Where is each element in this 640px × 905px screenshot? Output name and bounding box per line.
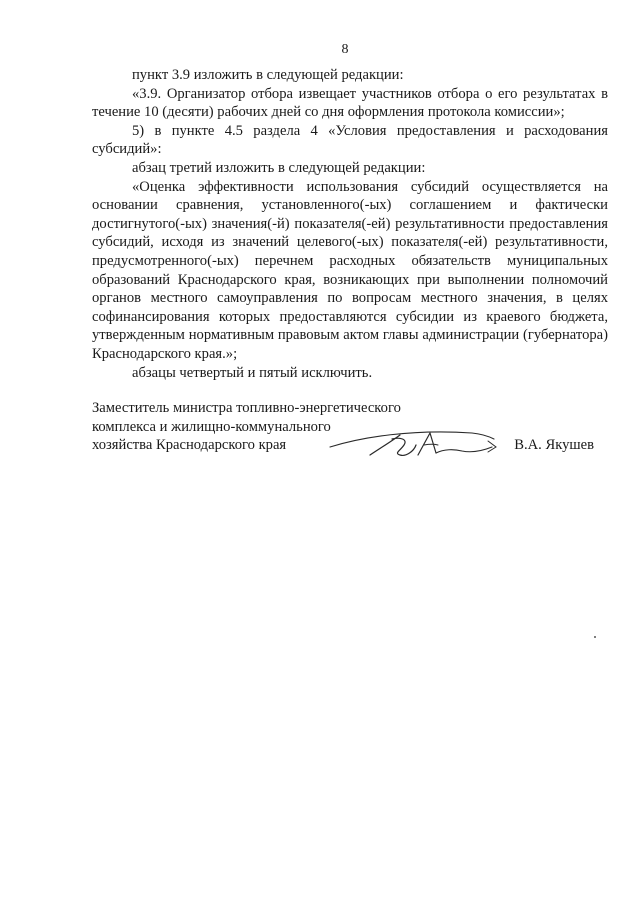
paragraph-evaluation-text: «Оценка эффективности использования субсидий осуществляется на основании сравнения, установленного(-ых) соглашением и фактически достигнутого(-ых) значения(-й) показателя(-ей) результативности предоставления субсидий, исходя из значений целевого(-ых) показателя(-ей) результативности, предусмотренного(-ых) перечнем расходных обязательств муниципальных образований Краснодарского края, возникающих при выполнении полномочий органов местного самоуправления по вопросам местного значения, в целях софинансирования которых предоставляются субсидии из краевого бюджета, утвержденным нормативным правовым актом главы администрации (губернатора) Краснодарского края.»; [92,178,608,362]
signer-position-line-2: комплекса и жилищно-коммунального [92,418,331,435]
scan-speck [594,636,596,638]
signature-block [92,399,608,455]
handwritten-signature [322,419,502,463]
signer-position-line-1: Заместитель министра топливно-энергетического [92,400,401,416]
signer-position-line-3: хозяйства Краснодарского края [92,437,287,454]
paragraph-exclusion: абзацы четвертый и пятый исключить. [132,364,373,381]
document-body [92,66,608,382]
paragraph-third-abzac-intro: абзац третий изложить в следующей редакции: [132,159,426,176]
paragraph-item-3-9-text: «3.9. Организатор отбора извещает участников отбора о его результатах в течение 10 (десяти) рабочих дней со дня оформления протокола комиссии»; [92,85,608,121]
paragraph-item-3-9-intro: пункт 3.9 изложить в следующей редакции: [132,67,404,83]
signer-name: В.А. Якушев [514,437,594,453]
paragraph-item-4-5-intro: 5) в пункте 4.5 раздела 4 «Условия предоставления и расходования субсидий»: [92,122,608,158]
page-number: 8 [341,42,349,57]
